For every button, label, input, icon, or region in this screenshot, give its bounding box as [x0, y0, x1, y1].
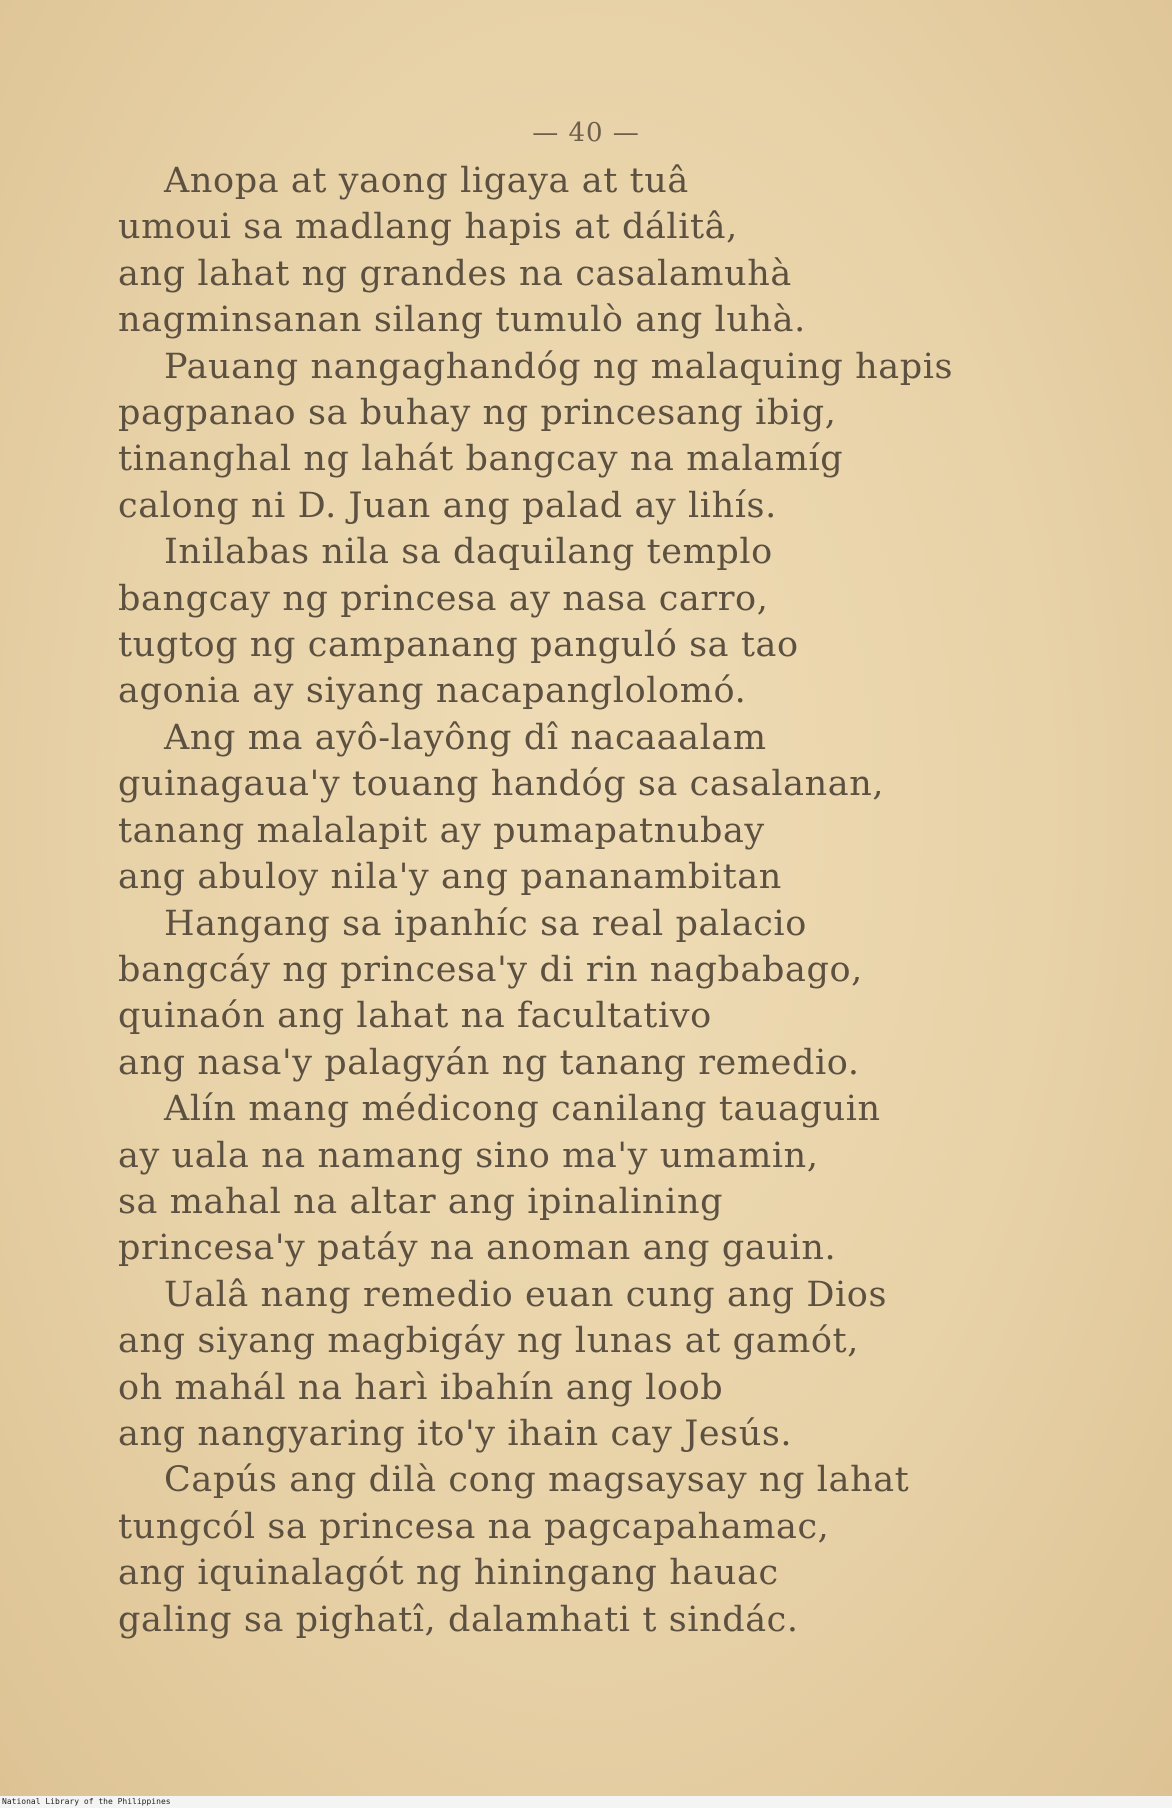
- verse-line: bangcáy ng princesa'y di rin nagbabago,: [118, 949, 863, 990]
- verse-line: tungcól sa princesa na pagcapahamac,: [118, 1506, 830, 1547]
- verse-line: Alín mang médicong canilang tauaguin: [164, 1089, 881, 1130]
- stanza: [118, 344, 1038, 530]
- verse-line: galing sa pighatî, dalamhati t sindác.: [118, 1599, 799, 1640]
- stanza: [118, 1086, 1038, 1272]
- verse-line: Anopa at yaong ligaya at tuâ: [164, 161, 689, 201]
- verse-line: Ang ma ayô-layông dî nacaaalam: [164, 717, 767, 758]
- verse-line: Hangang sa ipanhíc sa real palacio: [164, 903, 807, 944]
- verse-line: ay uala na namang sino ma'y umamin,: [118, 1135, 819, 1176]
- stanza: [118, 158, 1038, 344]
- verse-line: ang nangyaring ito'y ihain cay Jesús.: [118, 1413, 793, 1454]
- verse-line: sa mahal na altar ang ipinalining: [118, 1181, 724, 1222]
- stanza: [118, 529, 1038, 715]
- verse-line: ang siyang magbigáy ng lunas at gamót,: [118, 1321, 859, 1362]
- verse-line: ang nasa'y palagyán ng tanang remedio.: [118, 1042, 860, 1083]
- verse-line: Inilabas nila sa daquilang templo: [164, 532, 773, 573]
- verse-line: pagpanao sa buhay ng princesang ibig,: [118, 393, 837, 434]
- verse-line: guinagaua'y touang handóg sa casalanan,: [118, 764, 885, 805]
- verse-line: princesa'y patáy na anoman ang gauin.: [118, 1228, 837, 1269]
- verse-line: Pauang nangaghandóg ng malaquing hapis: [164, 346, 954, 387]
- verse-line: ang lahat ng grandes na casalamuhà: [118, 253, 792, 294]
- page-number: — 40 —: [532, 118, 640, 148]
- verse-line: bangcay ng princesa ay nasa carro,: [118, 578, 769, 619]
- verse-line: nagminsanan silang tumulò ang luhà.: [118, 300, 806, 341]
- verse-line: oh mahál na harì ibahín ang loob: [118, 1367, 724, 1408]
- verse-line: umoui sa madlang hapis at dálitâ,: [118, 207, 738, 248]
- stanza: [118, 1272, 1038, 1458]
- stanza: [118, 1457, 1038, 1643]
- verse-line: tanang malalapit ay pumapatnubay: [118, 810, 765, 851]
- library-credit: National Library of the Philippines: [2, 1797, 171, 1806]
- stanza: [118, 901, 1038, 1087]
- verse-line: Capús ang dilà cong magsaysay ng lahat: [164, 1460, 910, 1501]
- footer-strip: [0, 1796, 1172, 1808]
- verse-line: ang abuloy nila'y ang pananambitan: [118, 857, 782, 898]
- poem-body: [118, 158, 1038, 1643]
- stanza: [118, 715, 1038, 901]
- verse-line: agonia ay siyang nacapanglolomó.: [118, 671, 747, 712]
- verse-line: ang iquinalagót ng hiningang hauac: [118, 1553, 779, 1594]
- verse-line: tinanghal ng lahát bangcay na malamíg: [118, 439, 844, 480]
- verse-line: calong ni D. Juan ang palad ay lihís.: [118, 485, 777, 526]
- verse-line: Ualâ nang remedio euan cung ang Dios: [164, 1274, 888, 1315]
- verse-line: quinaón ang lahat na facultativo: [118, 996, 712, 1037]
- verse-line: tugtog ng campanang panguló sa tao: [118, 625, 799, 666]
